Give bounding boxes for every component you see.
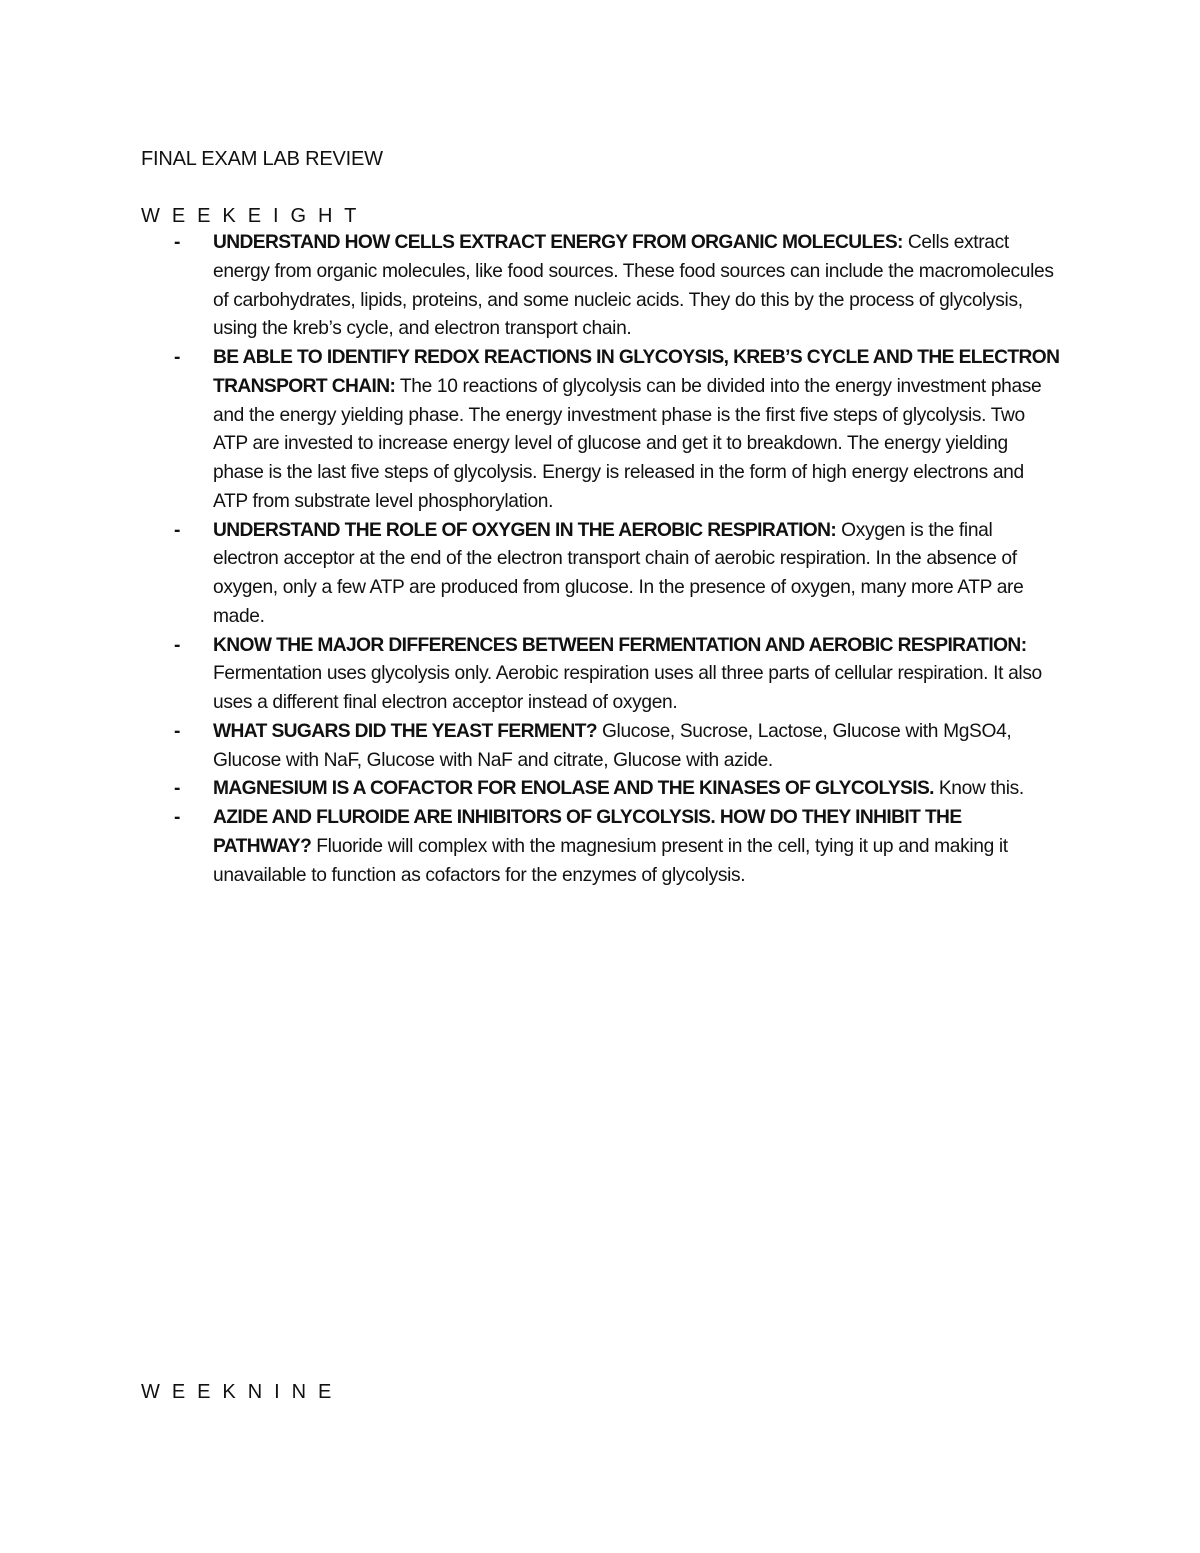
bullet-dash: - bbox=[174, 519, 181, 541]
review-item bbox=[171, 517, 1061, 632]
item-body: Oxygen is the final electron acceptor at the end of the electron transport chain of aerobic respiration. In the absence of oxygen, only a few ATP are produced from glucose. In the presence of oxygen, many more ATP are made. bbox=[213, 519, 1024, 627]
item-heading: UNDERSTAND THE ROLE OF OXYGEN IN THE AEROBIC RESPIRATION: bbox=[213, 519, 837, 541]
item-heading: BE ABLE TO IDENTIFY REDOX REACTIONS IN GLYCOYSIS, KREB’S CYCLE AND THE ELECTRON TRANSPORT CHAIN: bbox=[213, 347, 1060, 397]
bullet-dash: - bbox=[174, 778, 181, 800]
item-body: Know this. bbox=[938, 778, 1024, 800]
item-body: Fluoride will complex with the magnesium present in the cell, tying it up and making it unavailable to function as cofactors for the enzymes of glycolysis. bbox=[213, 835, 1008, 886]
section-heading-week-nine: W E E K N I N E bbox=[141, 1381, 335, 1403]
item-heading: KNOW THE MAJOR DIFFERENCES BETWEEN FERMENTATION AND AEROBIC RESPIRATION: bbox=[213, 634, 1027, 656]
item-heading: WHAT SUGARS DID THE YEAST FERMENT? bbox=[213, 720, 597, 742]
item-body: Cells extract energy from organic molecules, like food sources. These food sources can include the macromolecules of carbohydrates, lipids, proteins, and some nucleic acids. They do this by the process of glycolysis, using the kreb’s cycle, and electron transport chain. bbox=[213, 232, 1054, 340]
bullet-dash: - bbox=[174, 634, 181, 656]
bullet-dash: - bbox=[174, 347, 181, 368]
item-heading: MAGNESIUM IS A COFACTOR FOR ENOLASE AND THE KINASES OF GLYCOLYSIS. bbox=[213, 778, 934, 800]
week-eight-review-list bbox=[171, 229, 1061, 890]
item-body: Glucose, Sucrose, Lactose, Glucose with MgSO4, Glucose with NaF, Glucose with NaF and citrate, Glucose with azide. bbox=[213, 720, 1012, 771]
bullet-dash: - bbox=[174, 807, 181, 828]
document-title: FINAL EXAM LAB REVIEW bbox=[141, 148, 383, 170]
item-body: The 10 reactions of glycolysis can be divided into the energy investment phase and the energy yielding phase. The energy investment phase is the first five steps of glycolysis. Two ATP are invested to increase energy level of glucose and get it to breakdown. The energy yielding phase is the last five steps of glycolysis. Energy is released in the form of high energy electrons and ATP from substrate level phosphorylation. bbox=[213, 375, 1042, 512]
item-heading: AZIDE AND FLUROIDE ARE INHIBITORS OF GLYCOLYSIS. HOW DO THEY INHIBIT THE PATHWAY? bbox=[213, 807, 962, 857]
review-item bbox=[171, 632, 1061, 718]
item-body: Fermentation uses glycolysis only. Aerobic respiration uses all three parts of cellular respiration. It also uses a different final electron acceptor instead of oxygen. bbox=[213, 663, 1042, 713]
section-heading-week-eight: W E E K E I G H T bbox=[141, 205, 360, 227]
review-item bbox=[171, 229, 1061, 344]
review-item bbox=[171, 775, 1061, 804]
item-heading: UNDERSTAND HOW CELLS EXTRACT ENERGY FROM ORGANIC MOLECULES: bbox=[213, 232, 903, 253]
review-item bbox=[171, 344, 1061, 517]
review-item bbox=[171, 804, 1061, 890]
review-item bbox=[171, 718, 1061, 776]
bullet-dash: - bbox=[174, 720, 181, 742]
bullet-dash: - bbox=[174, 232, 181, 253]
